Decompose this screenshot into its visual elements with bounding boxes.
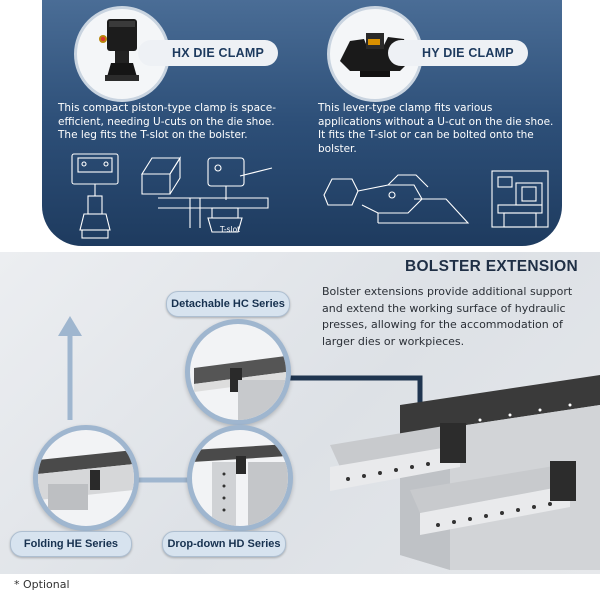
hx-clamp-diagram [60, 150, 290, 242]
hy-clamp-diagram [318, 165, 556, 240]
hx-clamp-description: This compact piston-type clamp is space-efficient, needing U-cuts on the die shoe. The leg fits the T-slot on the bolster. [58, 102, 277, 141]
die-clamp-panel [42, 0, 562, 246]
folding-he-series-image [33, 425, 139, 531]
bolster-title: BOLSTER EXTENSION [404, 258, 578, 275]
press-bolster-image [330, 375, 600, 570]
hy-clamp-title: HY DIE CLAMP [388, 40, 528, 66]
optional-footnote: * Optional [14, 578, 70, 591]
folding-he-series-label: Folding HE Series [10, 531, 132, 557]
detachable-hc-series-image [185, 319, 291, 425]
hy-clamp-description: This lever-type clamp fits various applications without a U-cut on the die shoe. It fits the T-slot or can be bolted onto the bolster. [318, 102, 554, 155]
bolster-description: Bolster extensions provide additional support and extend the working surface of hydraulic presses, allowing for the accommodation of larger dies or workpieces. [322, 285, 573, 348]
detachable-hc-series-label: Detachable HC Series [166, 291, 290, 317]
dropdown-hd-series-image [187, 425, 293, 531]
dropdown-hd-series-label: Drop-down HD Series [162, 531, 286, 557]
hx-clamp-title: HX DIE CLAMP [138, 40, 278, 66]
tslot-label: T-slot [220, 225, 241, 234]
